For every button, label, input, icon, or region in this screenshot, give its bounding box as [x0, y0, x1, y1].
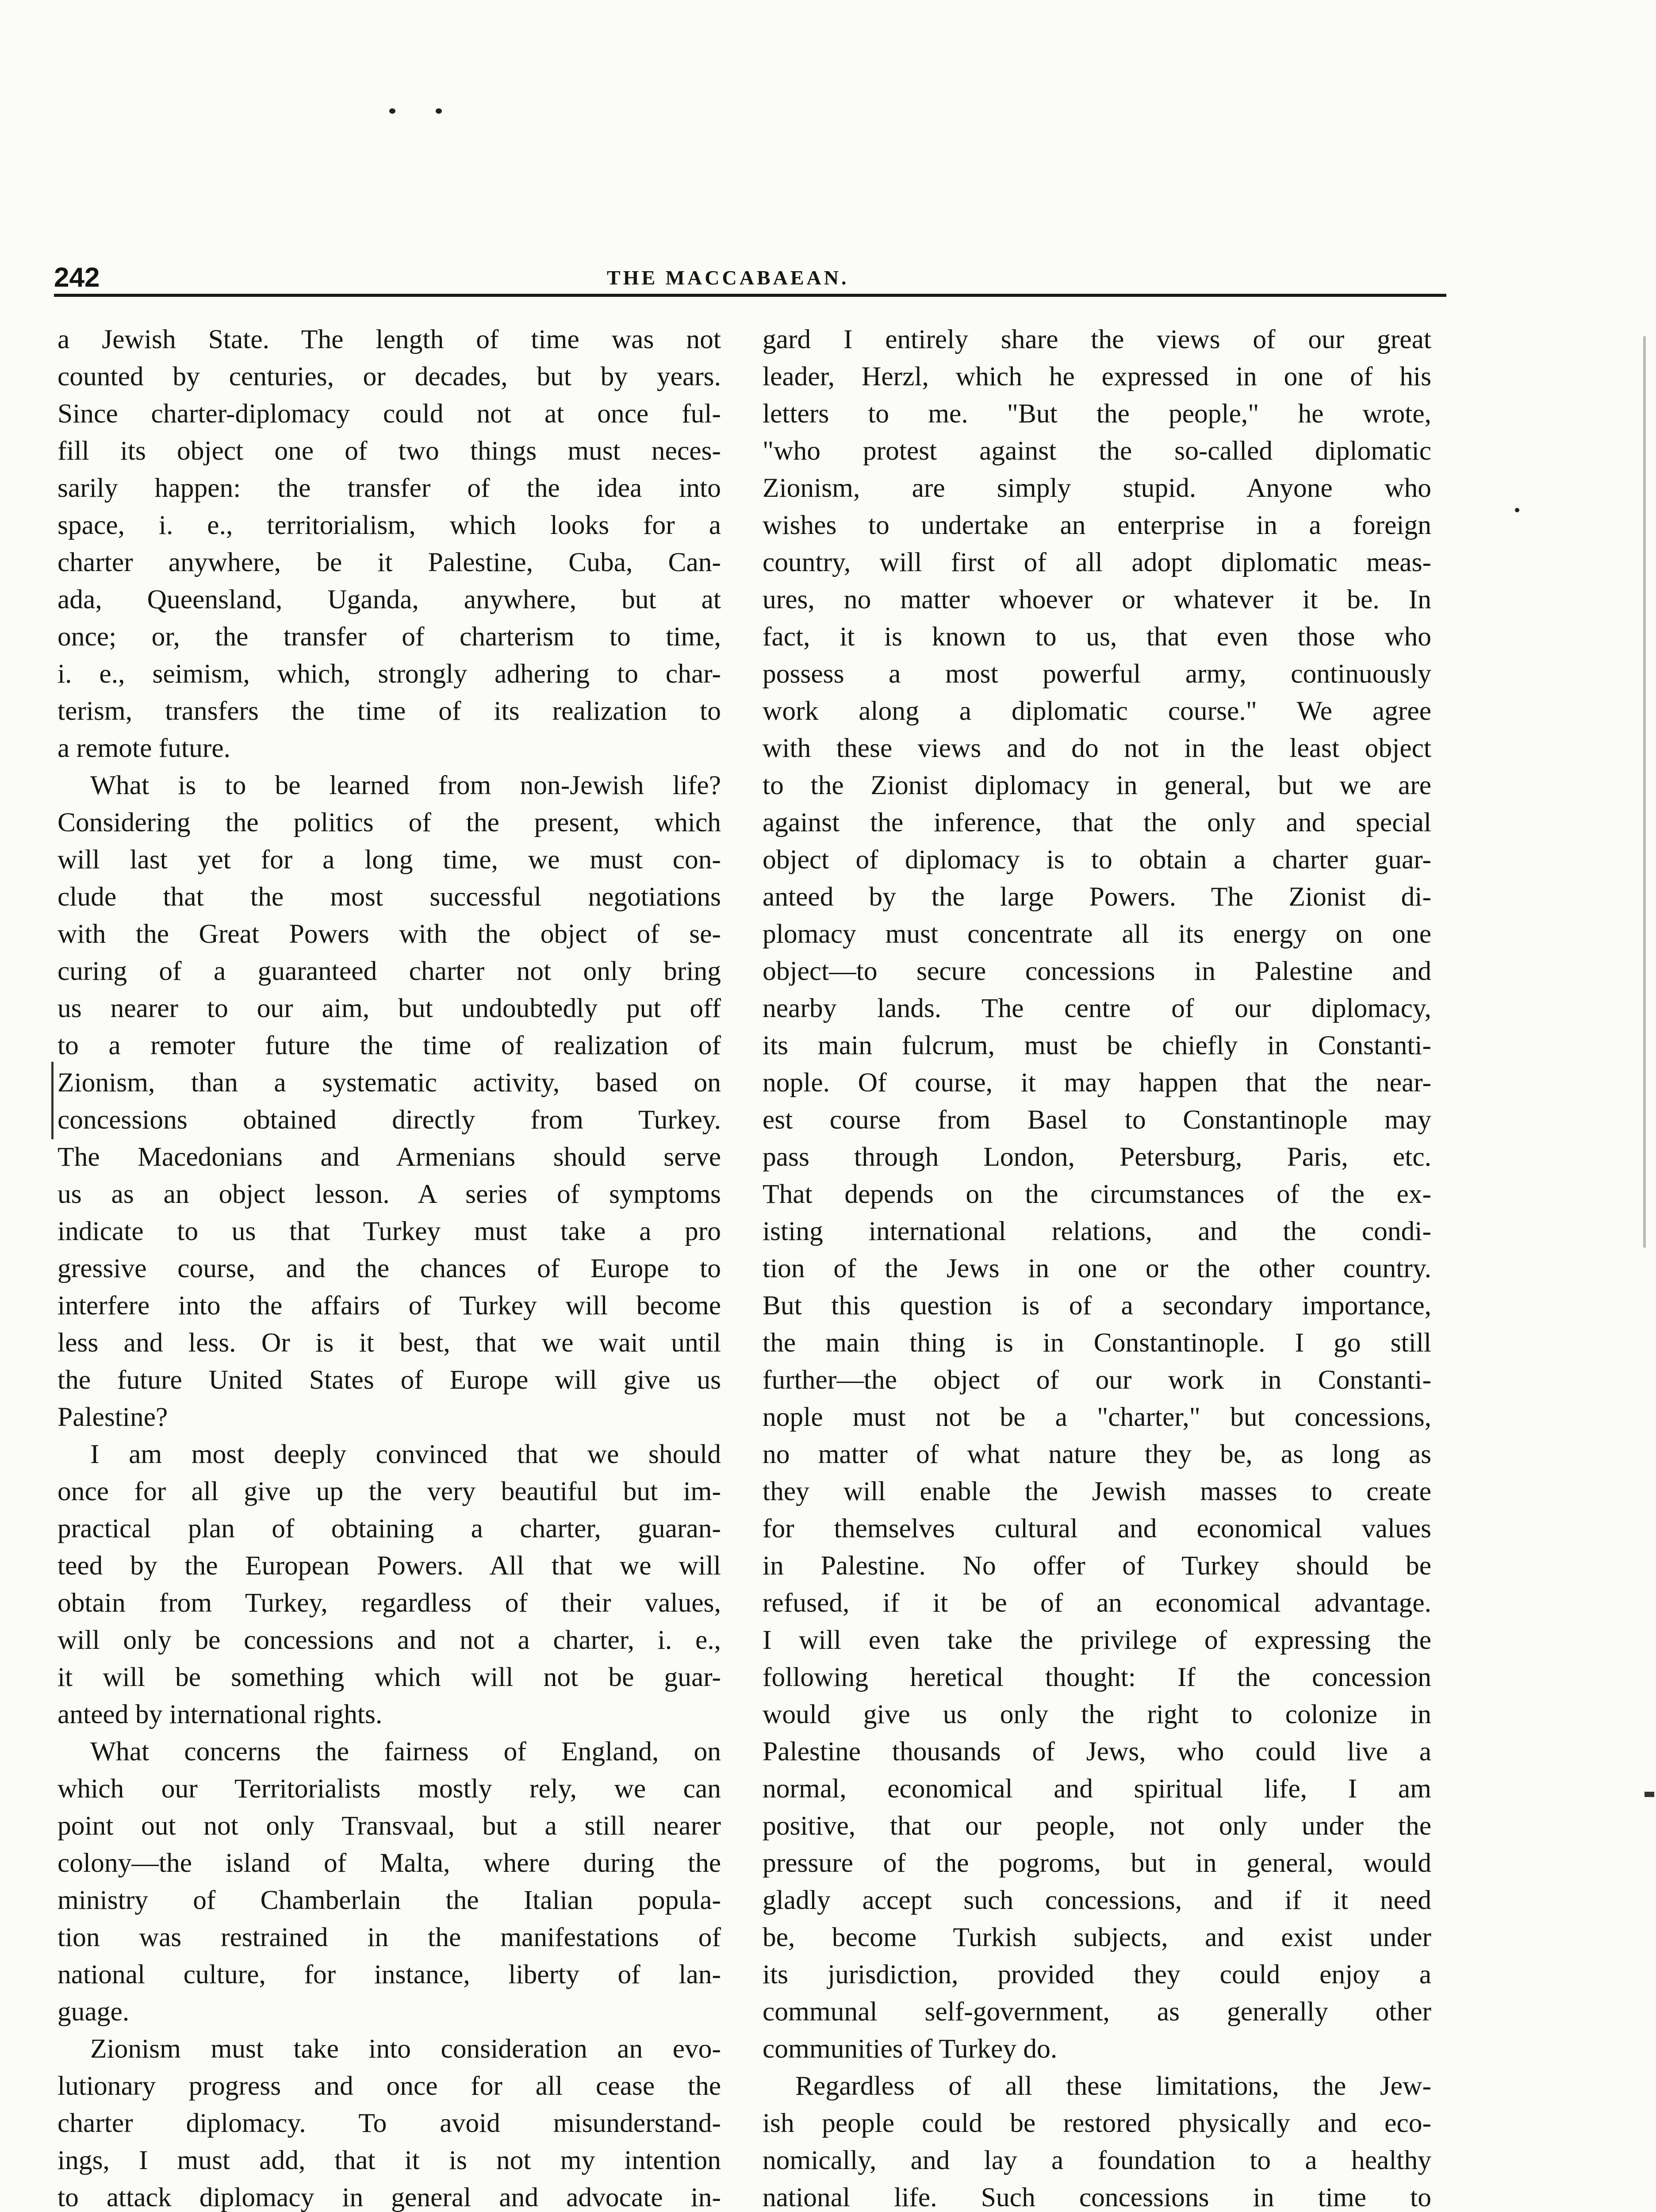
text-line: gressive course, and the chances of Europe to — [58, 1253, 721, 1283]
text-line: What concerns the fairness of England, on — [90, 1736, 721, 1767]
text-line: the future United States of Europe will give us — [58, 1365, 721, 1395]
text-line: I will even take the privilege of expressing the — [763, 1625, 1431, 1655]
text-line: terism, transfers the time of its realization to — [58, 696, 721, 726]
text-line: interfere into the affairs of Turkey will become — [58, 1290, 721, 1321]
page-number: 242 — [54, 262, 100, 293]
text-line: against the inference, that the only and special — [763, 807, 1431, 837]
text-line: normal, economical and spiritual life, I am — [763, 1774, 1431, 1804]
text-line: clude that the most successful negotiations — [58, 882, 721, 912]
text-line: What is to be learned from non-Jewish life? — [90, 770, 721, 800]
text-line: ish people could be restored physically and eco- — [763, 2108, 1431, 2138]
text-line: guage. — [58, 1997, 130, 2027]
text-line: But this question is of a secondary importance, — [763, 1290, 1431, 1321]
text-line: ada, Queensland, Uganda, anywhere, but at — [58, 584, 721, 614]
text-line: isting international relations, and the condi- — [763, 1216, 1431, 1246]
text-line: ings, I must add, that it is not my intention — [58, 2145, 721, 2175]
text-line: would give us only the right to colonize in — [763, 1699, 1431, 1729]
text-line: plomacy must concentrate all its energy on one — [763, 919, 1431, 949]
text-line: point out not only Transvaal, but a still nearer — [58, 1811, 721, 1841]
text-line: country, will first of all adopt diplomatic meas- — [763, 547, 1431, 577]
margin-line — [1643, 336, 1646, 1248]
text-line: communal self-government, as generally other — [763, 1997, 1431, 2027]
text-line: object of diplomacy is to obtain a charter guar- — [763, 845, 1431, 875]
text-line: Considering the politics of the present, which — [58, 807, 721, 837]
text-line: following heretical thought: If the concession — [763, 1662, 1431, 1692]
text-line: "who protest against the so-called diplomatic — [763, 436, 1431, 466]
text-line: Zionism must take into consideration an evo- — [90, 2034, 721, 2064]
text-line: object—to secure concessions in Palestine and — [763, 956, 1431, 986]
text-line: possess a most powerful army, continuously — [763, 659, 1431, 689]
text-line: to attack diplomacy in general and advocate in- — [58, 2182, 721, 2212]
margin-arrow — [1644, 1792, 1654, 1797]
text-line: no matter of what nature they be, as long as — [763, 1439, 1431, 1469]
text-line: tion was restrained in the manifestations of — [58, 1922, 721, 1952]
scan-speck — [389, 108, 395, 114]
text-line: est course from Basel to Constantinople may — [763, 1105, 1431, 1135]
text-line: pass through London, Petersburg, Paris, etc. — [763, 1142, 1431, 1172]
text-line: Regardless of all these limitations, the Jew- — [795, 2071, 1431, 2101]
text-line: in Palestine. No offer of Turkey should be — [763, 1551, 1431, 1581]
right-column — [763, 321, 1431, 2212]
text-line: less and less. Or is it best, that we wait until — [58, 1328, 721, 1358]
text-line: curing of a guaranteed charter not only bring — [58, 956, 721, 986]
text-line: space, i. e., territorialism, which looks for a — [58, 510, 721, 540]
text-line: leader, Herzl, which he expressed in one of his — [763, 361, 1431, 392]
text-line: national culture, for instance, liberty of lan- — [58, 1959, 721, 1989]
text-line: pressure of the pogroms, but in general, would — [763, 1848, 1431, 1878]
text-line: once for all give up the very beautiful but im- — [58, 1476, 721, 1506]
text-line: nomically, and lay a foundation to a healthy — [763, 2145, 1431, 2175]
text-line: refused, if it be of an economical advantage. — [763, 1588, 1431, 1618]
text-line: us nearer to our aim, but undoubtedly put off — [58, 993, 721, 1023]
margin-line — [51, 1062, 54, 1139]
text-line: counted by centuries, or decades, but by years. — [58, 361, 721, 392]
text-line: wishes to undertake an enterprise in a foreign — [763, 510, 1431, 540]
text-line: nearby lands. The centre of our diplomacy, — [763, 993, 1431, 1023]
text-line: Zionism, are simply stupid. Anyone who — [763, 473, 1431, 503]
text-line: lutionary progress and once for all cease the — [58, 2071, 721, 2101]
text-line: teed by the European Powers. All that we will — [58, 1551, 721, 1581]
text-line: Zionism, than a systematic activity, based on — [58, 1068, 721, 1098]
text-line: nople must not be a "charter," but concessions, — [763, 1402, 1431, 1432]
text-line: will only be concessions and not a charter, i. e., — [58, 1625, 721, 1655]
text-line: indicate to us that Turkey must take a pro — [58, 1216, 721, 1246]
text-line: colony—the island of Malta, where during the — [58, 1848, 721, 1878]
text-line: the main thing is in Constantinople. I go still — [763, 1328, 1431, 1358]
text-line: to the Zionist diplomacy in general, but we are — [763, 770, 1431, 800]
text-line: concessions obtained directly from Turkey. — [58, 1105, 721, 1135]
text-line: sarily happen: the transfer of the idea into — [58, 473, 721, 503]
text-line: fill its object one of two things must neces- — [58, 436, 721, 466]
page-header — [54, 262, 1446, 297]
text-line: Palestine thousands of Jews, who could live a — [763, 1736, 1431, 1767]
text-line: be, become Turkish subjects, and exist under — [763, 1922, 1431, 1952]
text-line: charter anywhere, be it Palestine, Cuba, Can- — [58, 547, 721, 577]
left-column — [58, 321, 721, 2212]
text-line: with the Great Powers with the object of se- — [58, 919, 721, 949]
text-line: further—the object of our work in Constanti- — [763, 1365, 1431, 1395]
text-line: a remote future. — [58, 733, 231, 763]
text-line: will last yet for a long time, we must con- — [58, 845, 721, 875]
text-line: gard I entirely share the views of our great — [763, 324, 1431, 354]
text-line: anteed by international rights. — [58, 1699, 383, 1729]
text-line: once; or, the transfer of charterism to time, — [58, 622, 721, 652]
text-line: us as an object lesson. A series of symptoms — [58, 1179, 721, 1209]
text-line: tion of the Jews in one or the other country. — [763, 1253, 1431, 1283]
text-line: I am most deeply convinced that we should — [90, 1439, 721, 1469]
text-line: to a remoter future the time of realization of — [58, 1030, 721, 1060]
text-line: they will enable the Jewish masses to create — [763, 1476, 1431, 1506]
text-line: which our Territorialists mostly rely, we can — [58, 1774, 721, 1804]
text-line: obtain from Turkey, regardless of their values, — [58, 1588, 721, 1618]
text-line: a Jewish State. The length of time was not — [58, 324, 721, 354]
text-line: with these views and do not in the least object — [763, 733, 1431, 763]
text-line: its main fulcrum, must be chiefly in Constanti- — [763, 1030, 1431, 1060]
text-line: work along a diplomatic course." We agree — [763, 696, 1431, 726]
text-line: anteed by the large Powers. The Zionist di- — [763, 882, 1431, 912]
text-line: That depends on the circumstances of the ex- — [763, 1179, 1431, 1209]
text-line: positive, that our people, not only under the — [763, 1811, 1431, 1841]
text-line: Palestine? — [58, 1402, 168, 1432]
text-line: i. e., seimism, which, strongly adhering to char- — [58, 659, 721, 689]
text-line: charter diplomacy. To avoid misunderstand- — [58, 2108, 721, 2138]
text-line: Since charter-diplomacy could not at once ful- — [58, 399, 721, 429]
scan-speck — [436, 108, 442, 114]
text-line: gladly accept such concessions, and if it need — [763, 1885, 1431, 1915]
text-line: nople. Of course, it may happen that the near- — [763, 1068, 1431, 1098]
text-line: it will be something which will not be guar- — [58, 1662, 721, 1692]
running-title: THE MACCABAEAN. — [607, 266, 849, 289]
text-line: ures, no matter whoever or whatever it be. In — [763, 584, 1431, 614]
text-line: national life. Such concessions in time to — [763, 2182, 1431, 2212]
text-line: fact, it is known to us, that even those who — [763, 622, 1431, 652]
scan-speck — [1515, 508, 1519, 512]
text-line: for themselves cultural and economical values — [763, 1513, 1431, 1544]
text-line: The Macedonians and Armenians should serve — [58, 1142, 721, 1172]
text-line: ministry of Chamberlain the Italian popula- — [58, 1885, 721, 1915]
text-line: communities of Turkey do. — [763, 2034, 1058, 2064]
text-line: practical plan of obtaining a charter, guaran- — [58, 1513, 721, 1544]
text-line: its jurisdiction, provided they could enjoy a — [763, 1959, 1431, 1989]
text-line: letters to me. "But the people," he wrote, — [763, 399, 1431, 429]
